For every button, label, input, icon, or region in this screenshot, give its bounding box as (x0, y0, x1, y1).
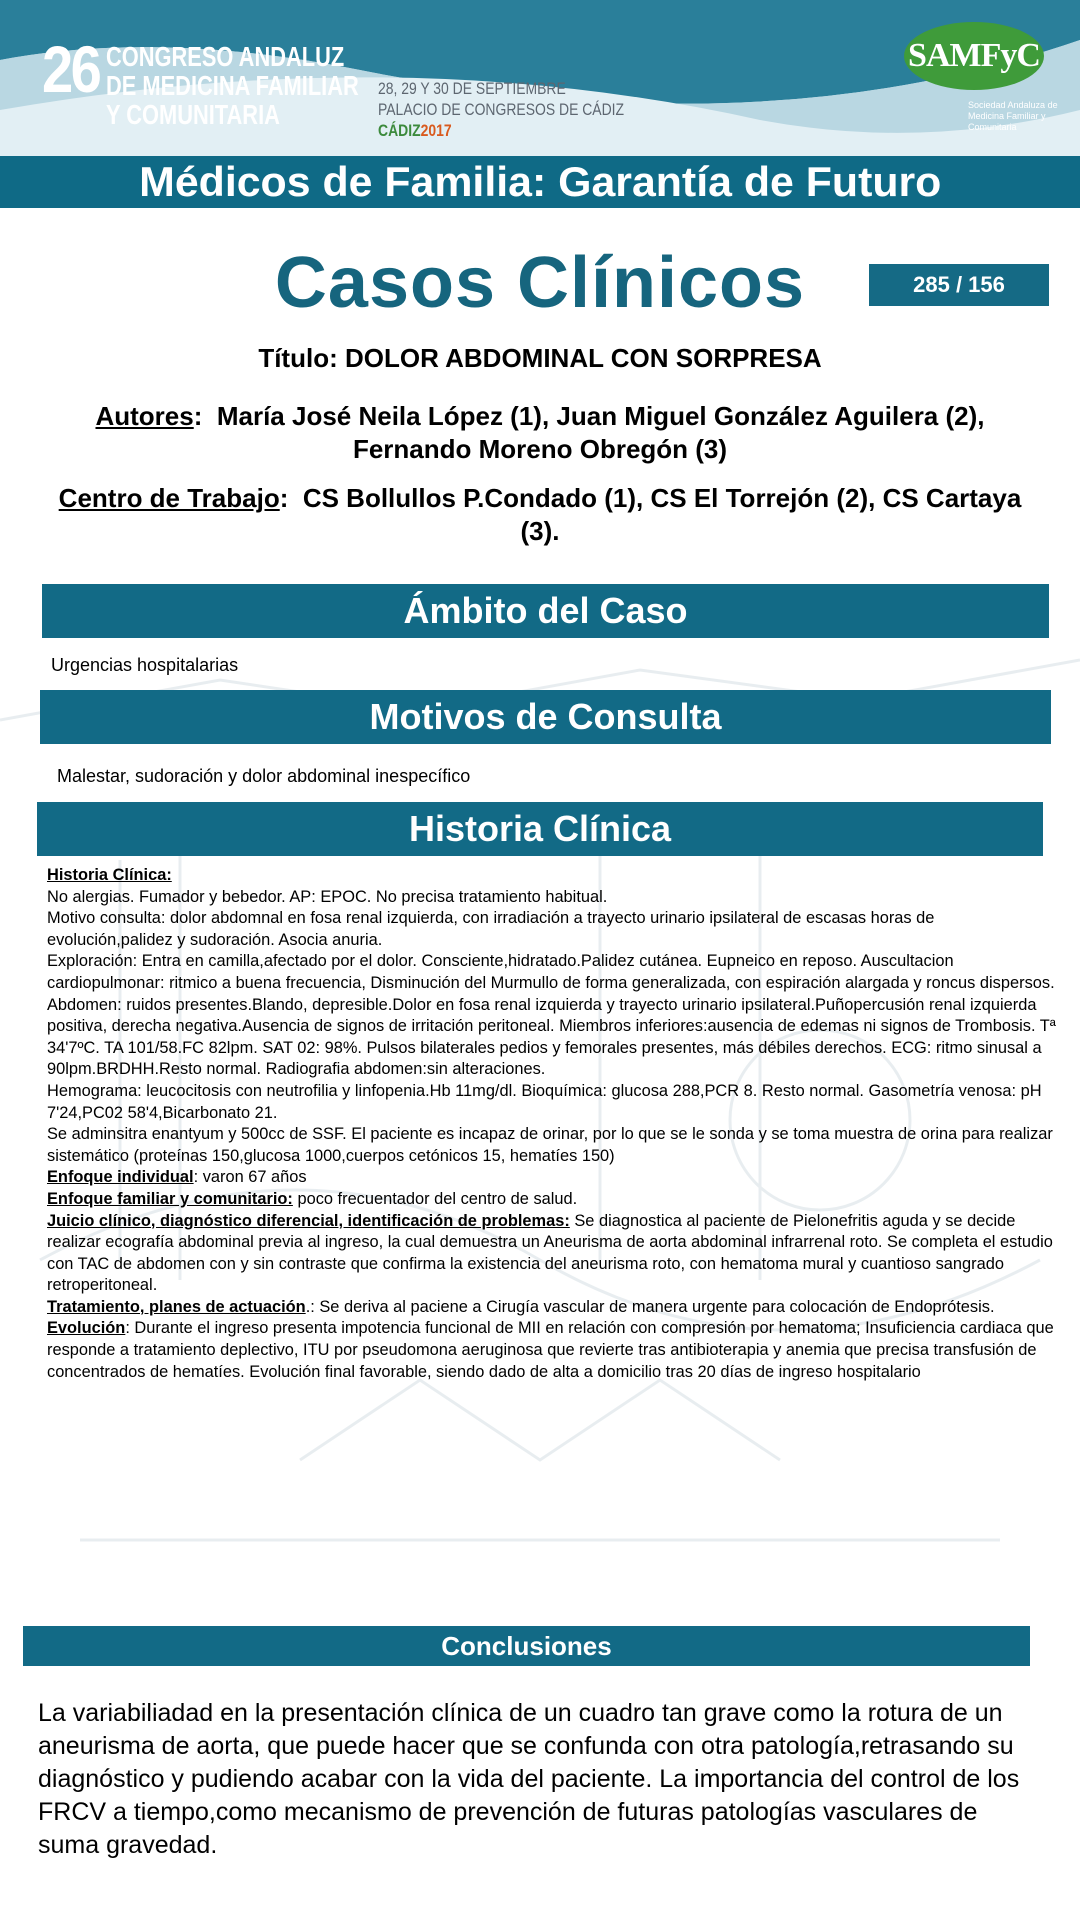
congress-banner (0, 0, 1080, 156)
authors-label: Autores (95, 401, 194, 431)
historia-label: Historia Clínica: (47, 866, 172, 884)
motivos-text: Malestar, sudoración y dolor abdominal inespecífico (57, 766, 471, 786)
section-historia-heading: Historia Clínica (37, 802, 1043, 856)
slogan: Médicos de Familia: Garantía de Futuro (138, 158, 942, 205)
historia-paragraph: Exploración: Entra en camilla,afectado por el dolor. Consciente,hidratado.Palidez cutánea. Eupneico en reposo. Auscultacion cardiopulmonar: ritmico a buena frecuencia, Disminución del Murmullo de forma generalizada, con espiración alargada y roncus dispersos. Abdomen: ruidos presentes.Blando, depresible.Dolor en fosa renal izquierda y trayecto urinario ipsilateral.Puñopercusión renal izquierda positiva, derecha negativa.Ausencia de signos de irritación peritoneal. Miembros inferiores:ausencia de edemas ni signos de Trombosis. Tª 34'7ºC. TA 101/58.FC 82lpm. SAT 02: 98%. Pulsos bilaterales pedios y femorales presentes, más débiles derechos. ECG: ritmo sinusal a 90lpm.BRDHH.Resto normal. Radiografia abdomen:sin alteraciones. (47, 952, 1056, 1079)
section-ambito-heading: Ámbito del Caso (42, 584, 1049, 638)
juicio-clinico: Juicio clínico, diagnóstico diferencial, identificación de problemas: Se diagnostica al paciente de Pielonefritis aguda y se decide realizar ecografía abdominal previa al ingreso, la cual demuestra un Aneurisma de aorta abdominal infrarrenal roto. Se completa el estudio con TAC de abdomen con y sin contraste que confirma la existencia del aneurisma roto, con hematoma mural y cuantioso sangrado retroperitoneal. (47, 1211, 1053, 1295)
case-title: Título: DOLOR ABDOMINAL CON SORPRESA (258, 343, 822, 373)
congress-dates: 28, 29 Y 30 DE SEPTIEMBRE PALACIO DE CONGRESOS DE CÁDIZ CÁDIZ2017 (378, 79, 625, 140)
historia-paragraph: Hemograma: leucocitosis con neutrofilia y linfopenia.Hb 11mg/dl. Bioquímica: glucosa 288,PCR 8. Resto normal. Gasometría venosa: pH 7'24,PC02 58'4,Bicarbonato 21. (47, 1081, 1042, 1122)
historia-paragraph: Se adminsitra enantyum y 500cc de SSF. El paciente es incapaz de orinar, por lo que se le sonda y se toma muestra de orina para realizar sistemático (proteínas 150,glucosa 1000,cuerpos cetónicos 15, hematíes 150) (47, 1125, 1053, 1165)
work-center-value: CS Bollullos P.Condado (1), CS El Torrejón (2), CS Cartaya (3). (302, 483, 1022, 546)
enfoque-individual: Enfoque individual: varon 67 años (47, 1168, 307, 1187)
page-title: Casos Clínicos (274, 243, 806, 323)
samfyc-subtitle: Sociedad Andaluza de Medicina Familiar y Comunitaria (968, 100, 1058, 132)
authors-value: María José Neila López (1), Juan Miguel González Aguilera (2), Fernando Moreno Obregón (3) (216, 401, 985, 464)
work-center: Centro de Trabajo: CS Bollullos P.Condado (1), CS El Torrejón (2), CS Cartaya (3). (58, 483, 1022, 546)
congress-name: CONGRESO ANDALUZ DE MEDICINA FAMILIAR Y COMUNITARIA (106, 41, 359, 130)
enfoque-familiar: Enfoque familiar y comunitario: poco frecuentador del centro de salud. (47, 1189, 578, 1208)
section-motivos-heading: Motivos de Consulta (40, 690, 1051, 744)
work-center-label: Centro de Trabajo (58, 483, 280, 513)
authors: Autores: María José Neila López (1), Juan Miguel González Aguilera (2), Fernando Moreno Obregón (3) (95, 401, 985, 464)
historia-body (47, 865, 1059, 1383)
evolucion: Evolución: Durante el ingreso presenta impotencia funcional de MII en relación con compresión por hematoma; Insuficiencia cardiaca que responde a tratamiento deplectivo, ITU por pseudomona aeruginosa que revierte tras antibioterapia y anemia que precisa transfusión de concentrados de hematíes. Evolución final favorable, siendo dado de alta a domicilio tras 20 días de ingreso hospitalario (47, 1319, 1054, 1381)
congress-number: 26 (42, 32, 100, 106)
conclusiones-text: La variabiliadad en la presentación clínica de un cuadro tan grave como la rotura de un aneurisma de aorta, que puede hacer que se confunda con otra patología,retrasando su diagnóstico y pudiendo acabar con la vida del paciente. La importancia del control de los FRCV a tiempo,como mecanismo de prevención de futuras patologías vasculares de suma gravedad. (38, 1699, 1020, 1859)
historia-paragraph: No alergias. Fumador y bebedor. AP: EPOC. No precisa tratamiento habitual. (47, 887, 608, 906)
slogan-bar (0, 156, 1080, 208)
historia-paragraph: Motivo consulta: dolor abdomnal en fosa renal izquierda, con irradiación a trayecto urinario ipsilateral de escasas horas de evolución,palidez y sudoración. Asocia anuria. (47, 909, 935, 949)
samfyc-logo: SAMFyC (904, 20, 1044, 92)
tratamiento: Tratamiento, planes de actuación.: Se deriva al paciene a Cirugía vascular de manera urgente para colocación de Endoprótesis. (47, 1297, 995, 1316)
ambito-text: Urgencias hospitalarias (51, 655, 239, 675)
case-number-badge: 285 / 156 (869, 264, 1049, 306)
section-conclusiones-heading: Conclusiones (23, 1626, 1030, 1666)
